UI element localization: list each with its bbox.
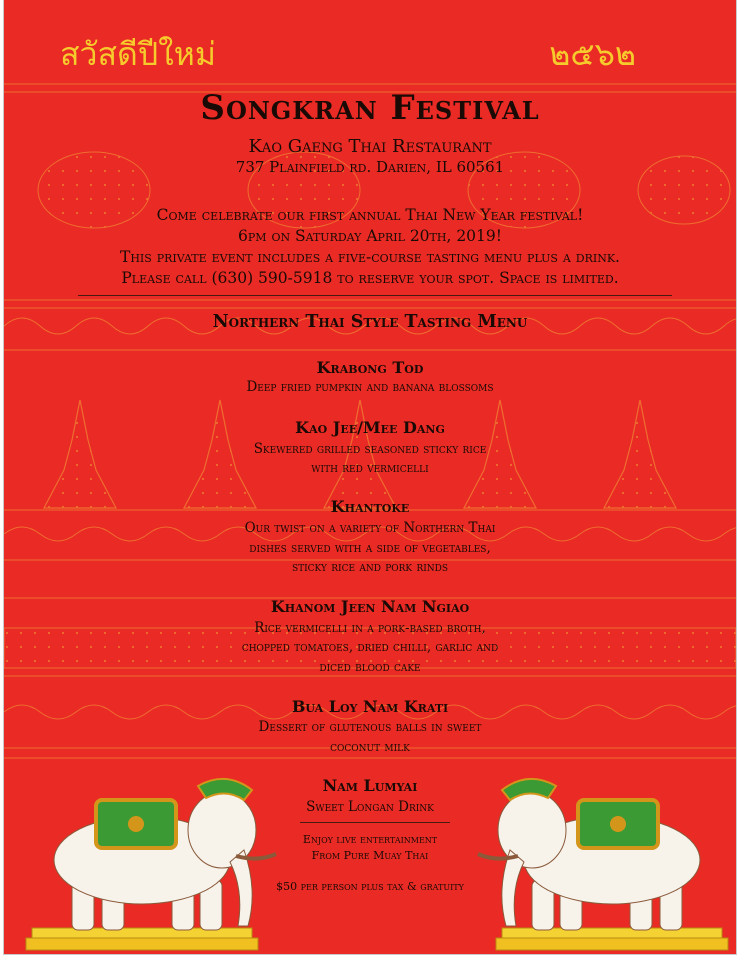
restaurant-address: 737 Plainfield rd. Darien, IL 60561	[235, 158, 505, 176]
invitation-line: Please call (630) 590-5918 to reserve your spot. Space is limited.	[121, 269, 619, 287]
thai-year: ๒๕๖๒	[549, 35, 636, 73]
price-note: $50 per person plus tax & gratuity	[276, 880, 464, 893]
entertainment-line: From Pure Muay Thai	[311, 849, 429, 862]
dish-description: dishes served with a side of vegetables,	[249, 540, 491, 556]
entertainment-line: Enjoy live entertainment	[302, 833, 438, 846]
thai-greeting: สวัสดีปีใหม่	[60, 35, 216, 73]
invitation-line: 6pm on Saturday April 20th, 2019!	[237, 227, 502, 245]
poster	[4, 0, 736, 954]
dish-description: chopped tomatoes, dried chilli, garlic and	[241, 639, 499, 655]
restaurant-name: Kao Gaeng Thai Restaurant	[248, 136, 492, 157]
dish-name: Khanom Jeen Nam Ngiao	[270, 597, 470, 616]
dish-name: Krabong Tod	[316, 358, 424, 377]
elephant-illustration	[22, 770, 282, 954]
event-title: Songkran Festival	[200, 88, 540, 128]
invitation-line: This private event includes a five-course tasting menu plus a drink.	[120, 248, 620, 266]
dish-description: Dessert of glutenous balls in sweet	[258, 719, 482, 735]
invitation-line: Come celebrate our first annual Thai New Year festival!	[156, 206, 584, 224]
dish-description: Skewered grilled seasoned sticky rice	[253, 441, 487, 457]
elephant-illustration	[472, 770, 732, 954]
dish-name: Nam Lumyai	[322, 776, 418, 795]
menu-heading: Northern Thai Style Tasting Menu	[212, 312, 528, 332]
dish-name: Kao Jee/Mee Dang	[295, 418, 445, 437]
dish-description: diced blood cake	[319, 659, 421, 675]
divider	[78, 295, 672, 296]
dish-description: Our twist on a variety of Northern Thai	[244, 520, 496, 536]
dish-description: Deep fried pumpkin and banana blossoms	[246, 379, 494, 395]
dish-description: with red vermicelli	[311, 460, 429, 476]
dish-description: Sweet Longan Drink	[306, 799, 434, 815]
dish-description: sticky rice and pork rinds	[291, 559, 449, 575]
dish-description: coconut milk	[330, 739, 410, 755]
dish-name: Bua Loy Nam Krati	[291, 697, 449, 716]
dish-name: Khantoke	[330, 497, 410, 516]
divider	[300, 822, 450, 823]
dish-description: Rice vermicelli in a pork-based broth,	[254, 620, 486, 636]
